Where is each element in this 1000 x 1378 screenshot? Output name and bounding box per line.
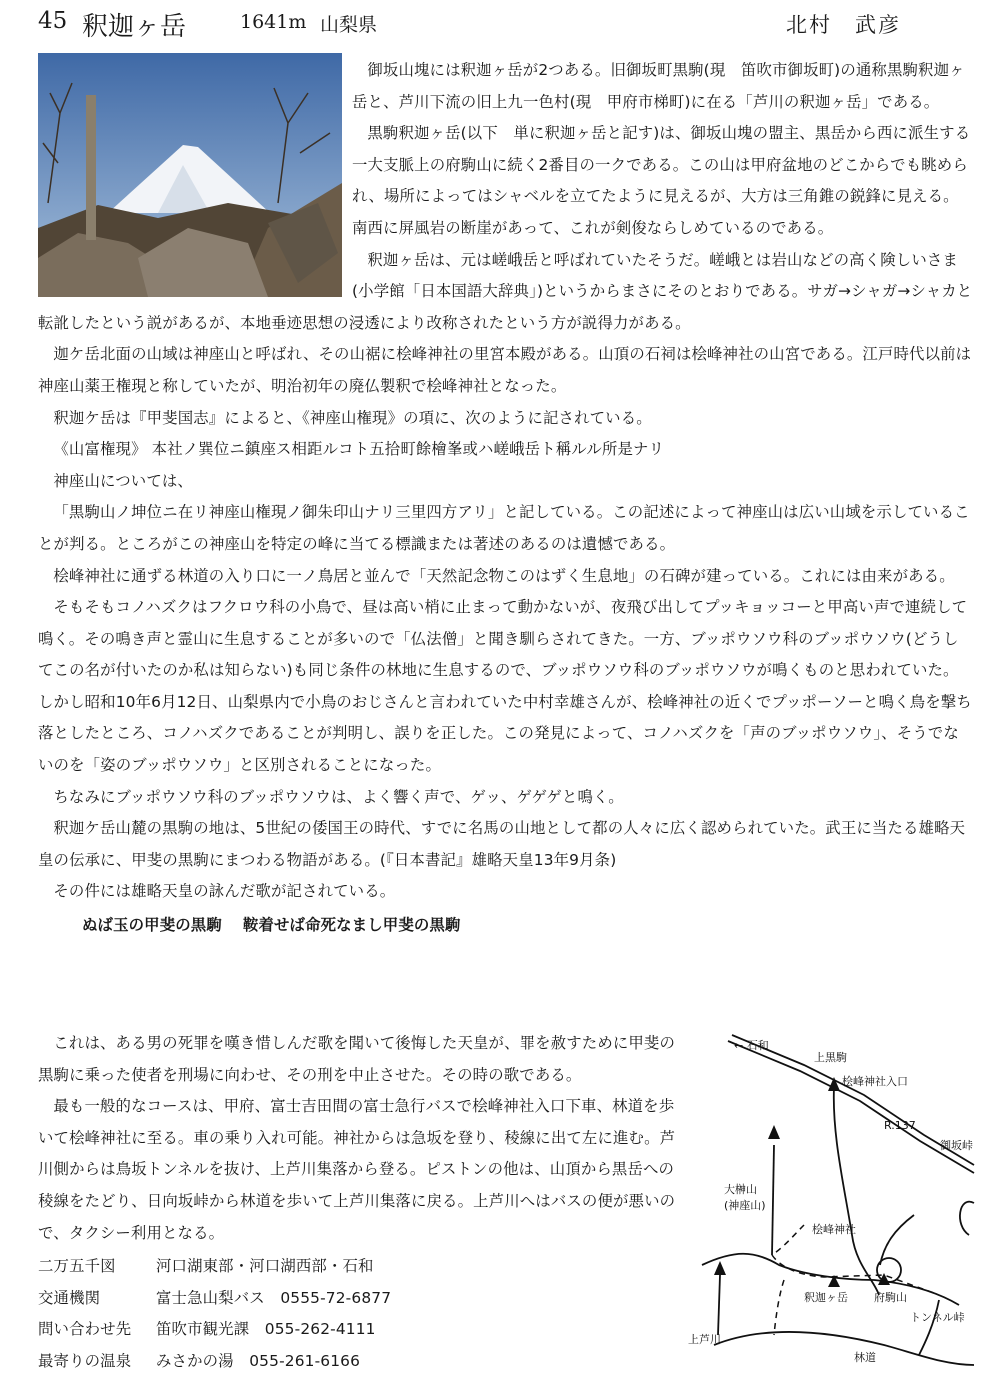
info-value: 富士急山梨バス 0555-72-6877 [156, 1288, 392, 1307]
paragraph: 黒駒釈迦ヶ岳(以下 単に釈迦ヶ岳と記す)は、御坂山塊の盟主、黒岳から西に派生する一大支脈上の府駒山に続く2番目の一クである。この山は甲府盆地のどこからでも眺められ、場所によってはシャベルを立てたように見えるが、大方は三角錐の鋭鋒に見える。南西に屏風岩の断崖があって、これが剣俊ならしめているのである。 [352, 124, 971, 237]
map-label-route: R.137 [884, 1119, 916, 1132]
paragraph: その件には雄略天皇の詠んだ歌が記されている。 [53, 882, 396, 901]
paragraph: これは、ある男の死罪を嘆き惜しんだ歌を聞いて後悔した天皇が、罪を赦すために甲斐の黒駒に乗った使者を刑場に向わせ、その刑を中止させた。その時の歌である。 [38, 1034, 676, 1084]
info-value: 笛吹市観光課 055-262-4111 [156, 1320, 376, 1339]
map-label-shrine: 桧峰神社 [812, 1223, 856, 1236]
map-label-kamiashi: 上芦川 [688, 1333, 721, 1346]
info-table [38, 1251, 678, 1377]
poem: ぬば玉の甲斐の黒駒 鞍着せば命死なまし甲斐の黒駒 [82, 916, 461, 935]
paragraph: 最も一般的なコースは、甲府、富士吉田間の富士急行バスで桧峰神社入口下車、林道を歩いて桧峰神社に至る。車の乗り入れ可能。神社からは急坂を登り、稜線に出て左に進む。芦川側からは鳥坂トンネルを抜け、上芦川集落から登る。ピストンの他は、山頂から黒岳への稜線をたどり、日向坂峠から林道を歩いて上芦川集落に戻る。上芦川へはバスの便が悪いので、タクシー利用となる。 [38, 1097, 676, 1242]
paragraph: 迦ケ岳北面の山域は神座山と呼ばれ、その山裾に桧峰神社の里宮本殿がある。山頂の石祠は桧峰神社の山宮である。江戸時代以前は神座山薬王権現と称していたが、明治初年の廃仏製釈で桧峰神社となった。 [38, 345, 972, 395]
page-title: 釈迦ヶ岳 [82, 12, 187, 42]
info-row [38, 1346, 678, 1378]
info-row [38, 1314, 678, 1346]
photo-wrap-space [38, 55, 352, 305]
quote-kaikokushi: 《山富権現》 本社ノ巽位ニ鎮座ス相距ルコト五拾町餘檜峯或ハ嵯峨岳ト稱ルル所是ナリ [53, 440, 665, 459]
info-label: 交通機関 [38, 1288, 101, 1307]
info-label: 最寄りの温泉 [38, 1351, 132, 1370]
map-label-shaka: 釈迦ヶ岳 [804, 1291, 848, 1304]
elevation: 1641m [240, 11, 307, 33]
paragraph: 「黒駒山ノ坤位ニ在リ神座山権現ノ御朱印山ナリ三里四方アリ」と記している。この記述によって神座山は広い山域を示していることが判る。ところがこの神座山を特定の峰に当てる標識または著述のあるのは遺憾である。 [38, 503, 970, 553]
info-label: 問い合わせ先 [38, 1320, 132, 1339]
map-label-rindo: 林道 [854, 1351, 876, 1364]
map-label-isawa: ← 石和 [734, 1039, 769, 1052]
map-label-fukoma: 府駒山 [874, 1291, 907, 1304]
map-label-kamikura: (神座山) [724, 1199, 766, 1212]
info-row [38, 1251, 678, 1283]
map-label-tunnel: トンネル峠 [910, 1311, 965, 1324]
paragraph: そもそもコノハズクはフクロウ科の小鳥で、昼は高い梢に止まって動かないが、夜飛び出してプッキョッコーと甲高い声で連続して鳴く。その鳴き声と霊山に生息することが多いので「仏法僧」と聞き馴らされてきた。一方、ブッポウソウ科のブッポウソウ(どうしてこの名が付いたのか私は知らない)も同じ条件の林地に生息するので、ブッポウソウ科のブッポウソウが鳴くものと思われていた。しかし昭和10年6月12日、山梨県内で小鳥のおじさんと言われていた中村幸雄さんが、桧峰神社の近くでプッポーソーと鳴く鳥を撃ち落としたところ、コノハズクであることが判明し、誤りを正した。この発見によって、コノハズクを「声のブッポウソウ」、そうでないのを「姿のブッポウソウ」と区別されることになった。 [38, 598, 972, 775]
paragraph: 釈迦ケ岳山麓の黒駒の地は、5世紀の倭国王の時代、すでに名馬の山地として都の人々に広く認められていた。武王に当たる雄略天皇の伝承に、甲斐の黒駒にまつわる物語がある。(『日本書記』雄略天皇13年9月条) [38, 819, 966, 869]
lower-column [38, 1028, 678, 1378]
chapter-number: 45 [38, 8, 68, 34]
article-body [38, 55, 973, 944]
page-header [38, 6, 968, 46]
map-label-shrine-entrance: 桧峰神社入口 [842, 1075, 908, 1088]
paragraph: 御坂山塊には釈迦ヶ岳が2つある。旧御坂町黒駒(現 笛吹市御坂町)の通称黒駒釈迦ヶ岳と、芦川下流の旧上九一色村(現 甲府市梯町)に在る「芦川の釈迦ヶ岳」である。 [352, 61, 965, 111]
info-value: 河口湖東部・河口湖西部・石和 [156, 1257, 374, 1276]
author: 北村 武彦 [786, 13, 901, 37]
map-label-kamikuro: 上黒駒 [814, 1051, 847, 1064]
paragraph: 釈迦ケ岳は『甲斐国志』によると、《神座山権現》の項に、次のように記されている。 [53, 408, 652, 427]
paragraph: 桧峰神社に通ずる林道の入り口に一ノ鳥居と並んで「天然記念物このはずく生息地」の石碑が建っている。これには由来がある。 [53, 566, 955, 585]
map-label-misaka: 御坂峠 [940, 1139, 973, 1152]
route-map [684, 1025, 979, 1370]
paragraph: ちなみにブッポウソウ科のブッポウソウは、よく響く声で、ゲッ、ゲゲゲと鳴く。 [53, 787, 624, 806]
map-label-daiwa: 大榊山 [724, 1183, 757, 1196]
info-label: 二万五千図 [38, 1257, 116, 1276]
info-value: みさかの湯 055-261-6166 [156, 1351, 361, 1370]
paragraph: 釈迦ヶ岳は、元は嵯峨岳と呼ばれていたそうだ。嵯峨とは岩山などの高く険しいさま(小学館「日本国語大辞典」)というからまさにそのとおりである。サガ→シャガ→シャカと転訛したという説があるが、本地垂迹思想の浸透により改称されたという方が説得力がある。 [38, 250, 973, 332]
info-row [38, 1283, 678, 1315]
prefecture: 山梨県 [320, 14, 378, 36]
paragraph: 神座山については、 [53, 471, 193, 490]
